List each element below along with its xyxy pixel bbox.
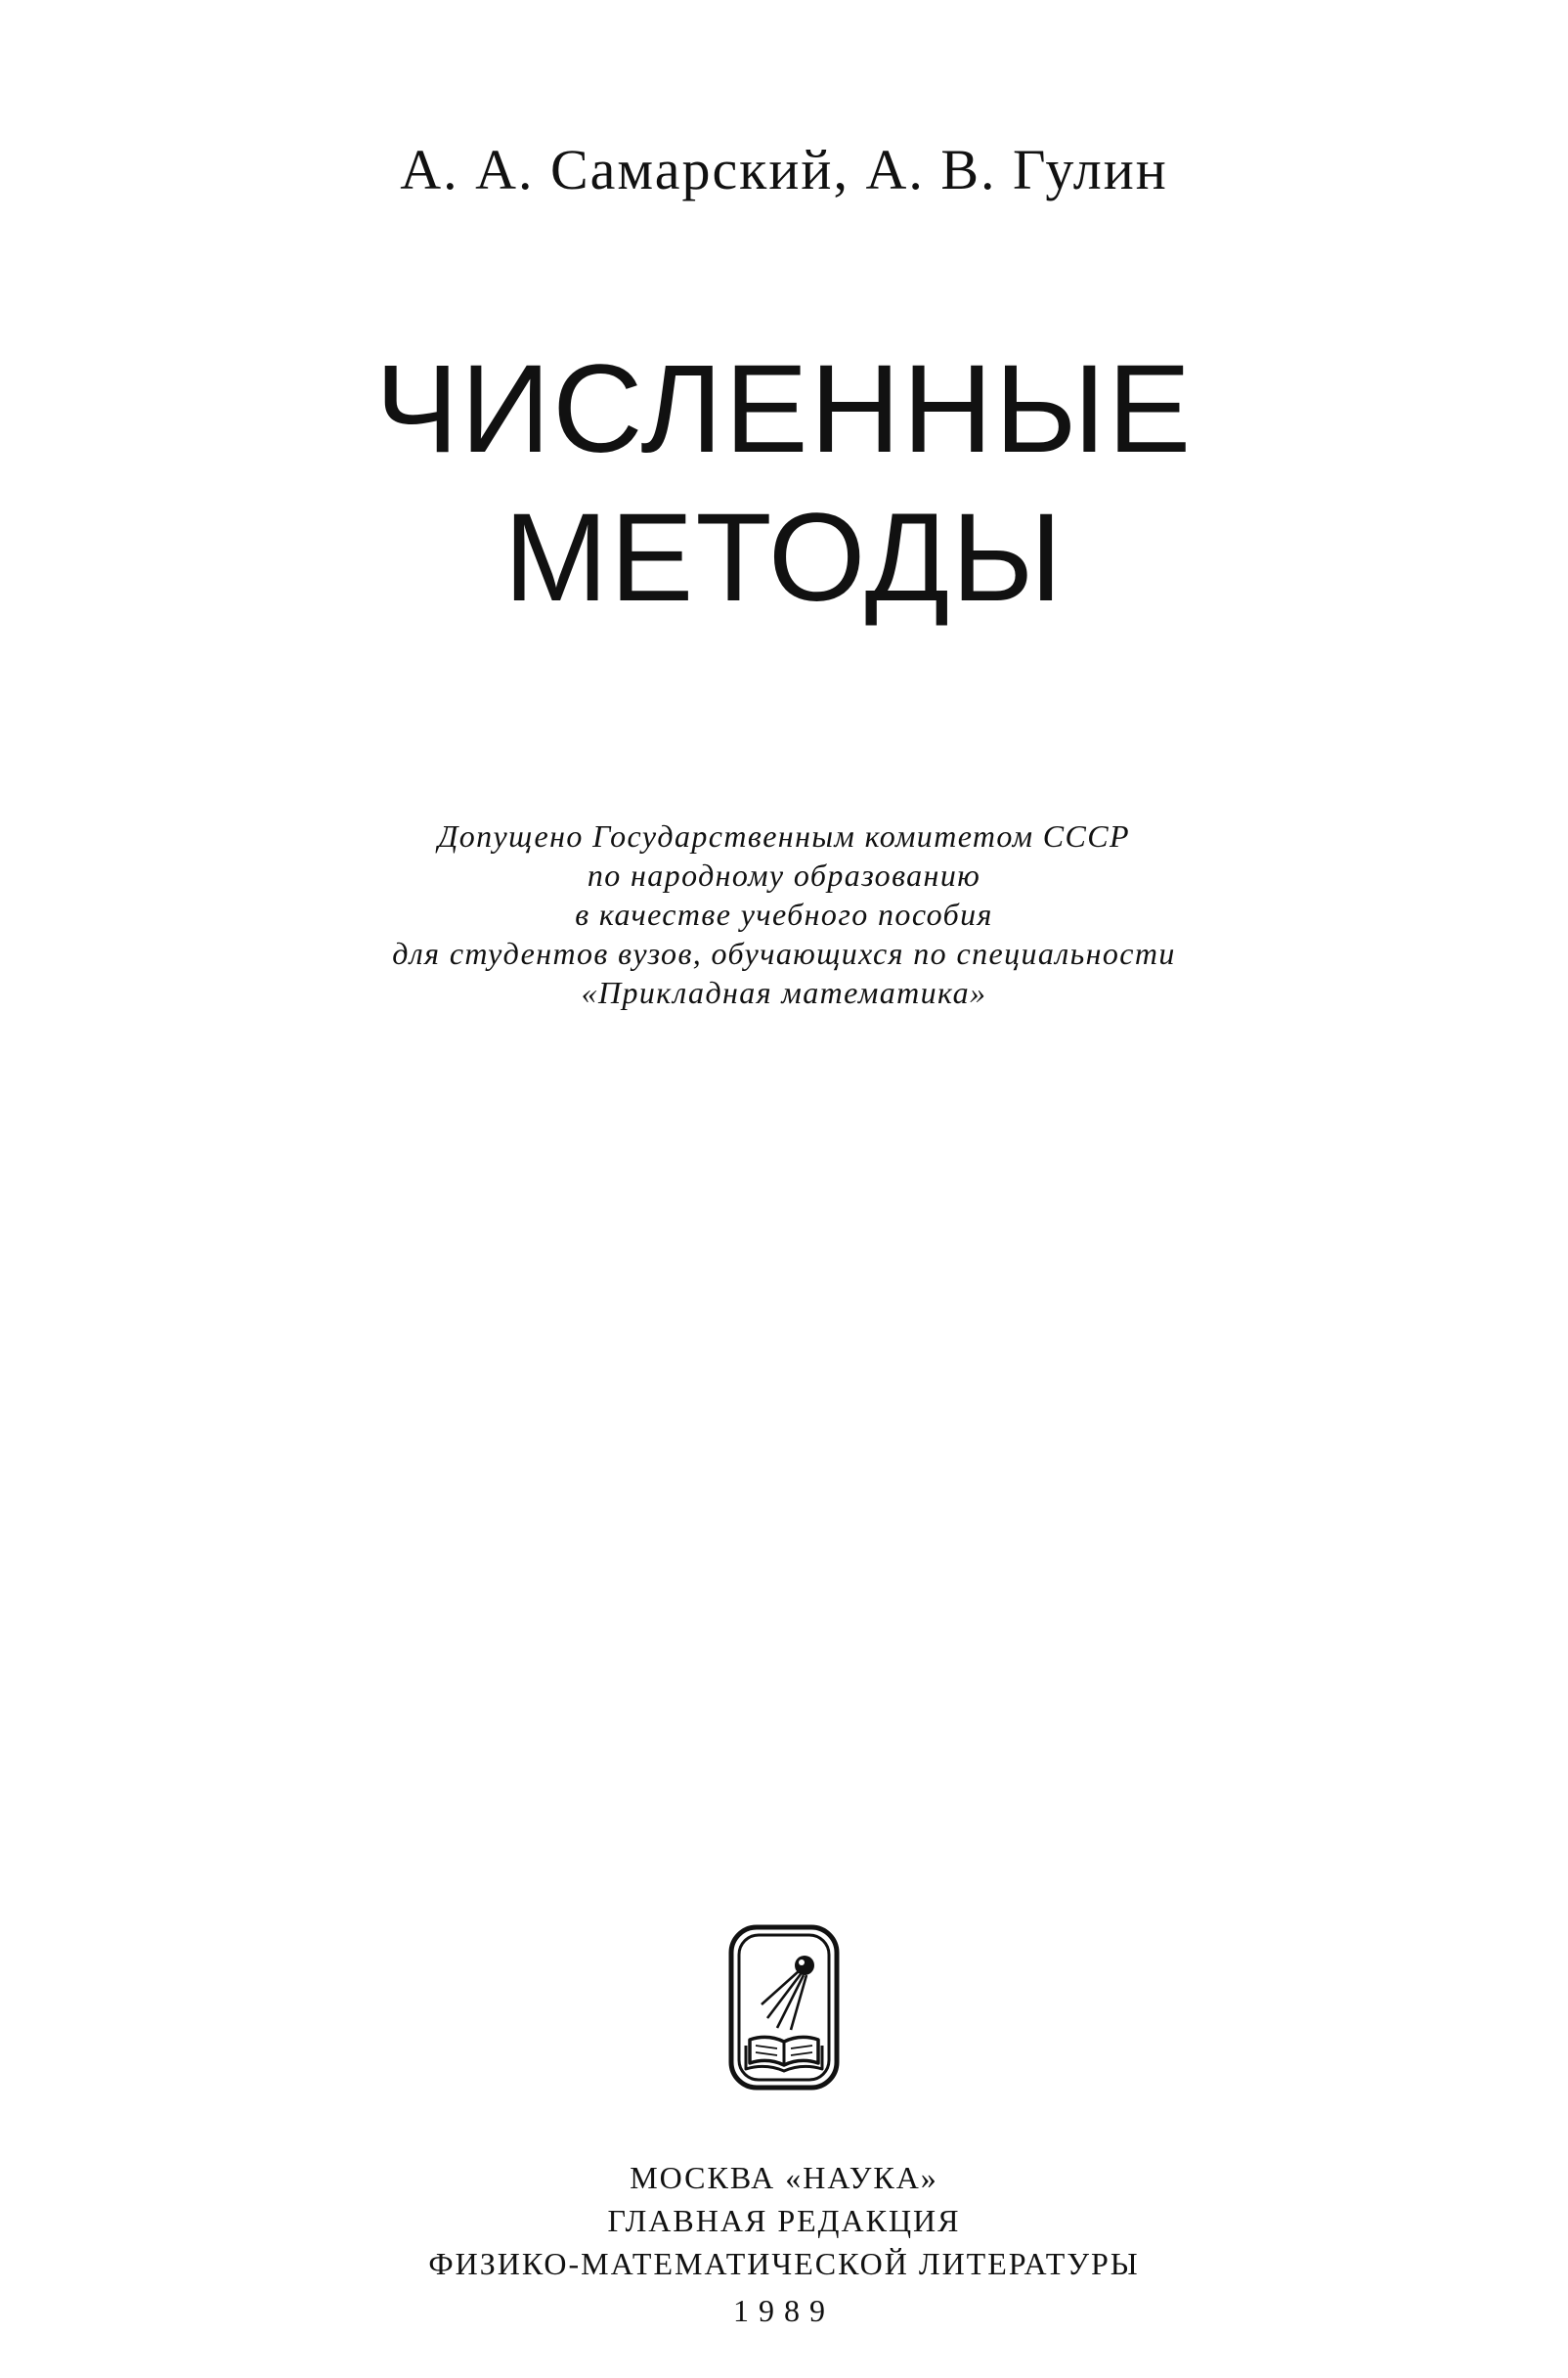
approval-line-5: «Прикладная математика» bbox=[581, 975, 987, 1010]
approval-line-1: Допущено Государственным комитетом СССР bbox=[437, 818, 1130, 854]
imprint-literature: ФИЗИКО-МАТЕМАТИЧЕСКОЙ ЛИТЕРАТУРЫ bbox=[428, 2246, 1140, 2281]
approval-line-3: в качестве учебного пособия bbox=[575, 897, 993, 932]
imprint-editorial: ГЛАВНАЯ РЕДАКЦИЯ bbox=[607, 2203, 961, 2238]
book-title-line-2: МЕТОДЫ bbox=[503, 488, 1065, 628]
approval-notice bbox=[0, 816, 1568, 1012]
publication-year: 1989 bbox=[733, 2293, 835, 2328]
book-title bbox=[0, 339, 1568, 628]
approval-line-2: по народному образованию bbox=[587, 858, 981, 893]
publisher-logo-icon bbox=[728, 1924, 840, 2091]
authors: А. А. Самарский, А. В. Гулин bbox=[400, 138, 1168, 201]
approval-line-4: для студентов вузов, обучающихся по специальности bbox=[392, 936, 1176, 971]
book-title-line-1: ЧИСЛЕННЫЕ bbox=[374, 339, 1194, 479]
publisher-imprint bbox=[0, 2156, 1568, 2332]
imprint-city-publisher: МОСКВА «НАУКА» bbox=[630, 2160, 938, 2195]
